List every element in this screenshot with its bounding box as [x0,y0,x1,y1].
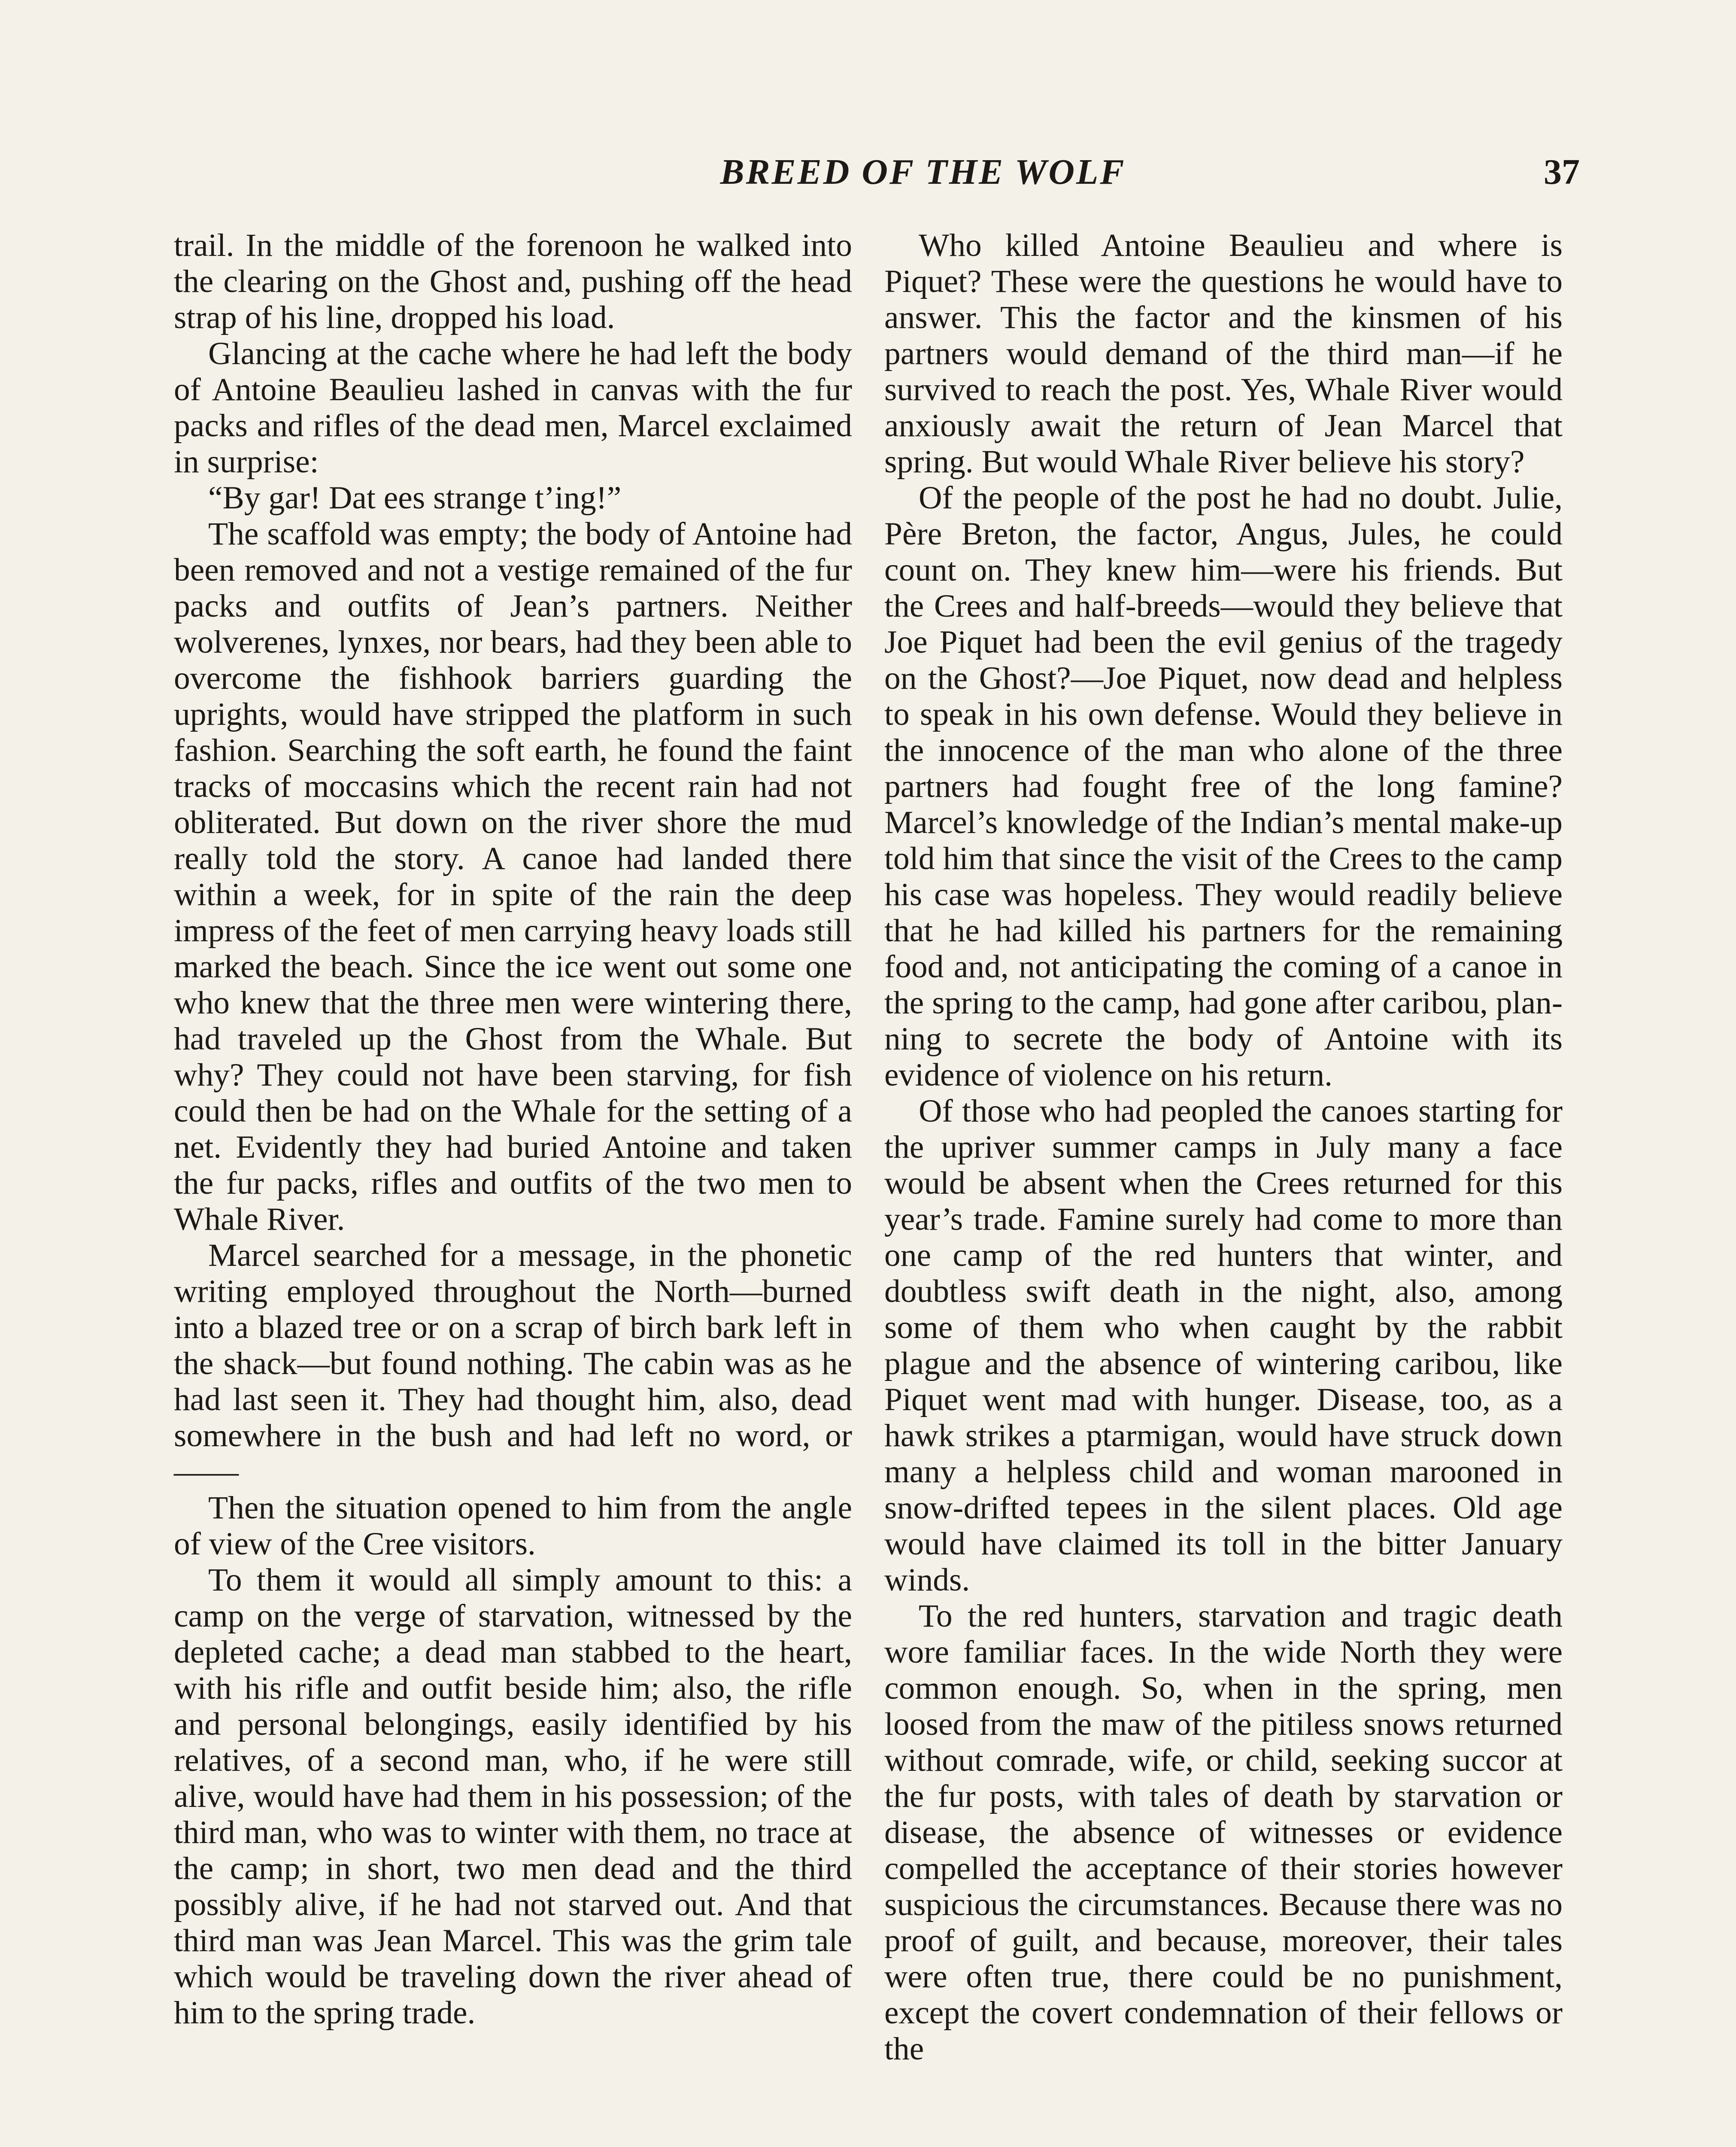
paragraph: The scaffold was empty; the body of Antoine had been removed and not a vestige remained of the fur packs and outfits of Jean’s partners. Neither wolverenes, lynxes, nor bears, had they been able to overcome the fishhook barriers guarding the uprights, would have stripped the platform in such fashion. Searching the soft earth, he found the faint tracks of moccasins which the recent rain had not obliterated. But down on the river shore the mud really told the story. A canoe had landed there within a week, for in spite of the rain the deep impress of the feet of men carrying heavy loads still marked the beach. Since the ice went out some one who knew that the three men were wintering there, had traveled up the Ghost from the Whale. But why? They could not have been starving, for fish could then be had on the Whale for the setting of a net. Evidently they had buried Antoine and taken the fur packs, rifles and outfits of the two men to Whale River. [174,516,852,1237]
paragraph: To them it would all simply amount to this: a camp on the verge of starvation, witnessed by the depleted cache; a dead man stabbed to the heart, with his rifle and outfit beside him; also, the rifle and personal belongings, easily identified by his relatives, of a second man, who, if he were still alive, would have had them in his possession; of the third man, who was to winter with them, no trace at the camp; in short, two men dead and the third possibly alive, if he had not starved out. And that third man was Jean Marcel. This was the grim tale which would be traveling down the river ahead of him to the spring trade. [174,1562,852,2031]
paragraph: Of the people of the post he had no doubt. Julie, Père Breton, the factor, Angus, Jules, he could count on. They knew him—were his friends. But the Crees and half-breeds—would they believe that Joe Piquet had been the evil genius of the tragedy on the Ghost?—Joe Piquet, now dead and helpless to speak in his own defense. Would they believe in the innocence of the man who alone of the three partners had fought free of the long famine? Marcel’s knowledge of the Indian’s mental make-up told him that since the visit of the Crees to the camp his case was hopeless. They would readily believe that he had killed his partners for the remaining food and, not anticipating the coming of a canoe in the spring to the camp, had gone after caribou, planning to secrete the body of Antoine with its evidence of violence on his return. [884,480,1563,1093]
paragraph: Then the situation opened to him from the angle of view of the Cree visitors. [174,1490,852,1562]
page-number: 37 [1544,152,1580,192]
paragraph: Glancing at the cache where he had left the body of Antoine Beaulieu lashed in canvas with the fur packs and rifles of the dead men, Marcel exclaimed in surprise: [174,336,852,480]
left-text-column [174,228,852,2031]
paragraph: To the red hunters, starvation and tragic death wore familiar faces. In the wide North they were common enough. So, when in the spring, men loosed from the maw of the pitiless snows returned without comrade, wife, or child, seeking succor at the fur posts, with tales of death by starvation or disease, the absence of witnesses or evidence compelled the acceptance of their stories however suspicious the circumstances. Because there was no proof of guilt, and because, moreover, their tales were often true, there could be no punishment, except the covert condemnation of their fellows or the [884,1598,1563,2067]
paragraph: Marcel searched for a message, in the phonetic writing employed throughout the North—burned into a blazed tree or on a scrap of birch bark left in the shack—but found nothing. The cabin was as he had last seen it. They had thought him, also, dead somewhere in the bush and had left no word, or—— [174,1238,852,1490]
paragraph: Who killed Antoine Beaulieu and where is Piquet? These were the questions he would have to answer. This the factor and the kinsmen of his partners would demand of the third man—if he survived to reach the post. Yes, Whale River would anxiously await the return of Jean Marcel that spring. But would Whale River believe his story? [884,228,1563,480]
right-text-column [884,228,1563,2067]
paragraph: “By gar! Dat ees strange t’ing!” [208,480,622,516]
running-header-title: BREED OF THE WOLF [720,152,1126,192]
paragraph: trail. In the middle of the forenoon he walked into the clearing on the Ghost and, pushing off the head strap of his line, dropped his load. [174,228,852,335]
paragraph: Of those who had peopled the canoes starting for the upriver summer camps in July many a face would be absent when the Crees returned for this year’s trade. Famine surely had come to more than one camp of the red hunters that winter, and doubtless swift death in the night, also, among some of them who when caught by the rabbit plague and the absence of wintering caribou, like Piquet went mad with hunger. Disease, too, as a hawk strikes a ptarmigan, would have struck down many a helpless child and woman marooned in snow-drifted tepees in the silent places. Old age would have claimed its toll in the bitter January winds. [884,1093,1563,1598]
